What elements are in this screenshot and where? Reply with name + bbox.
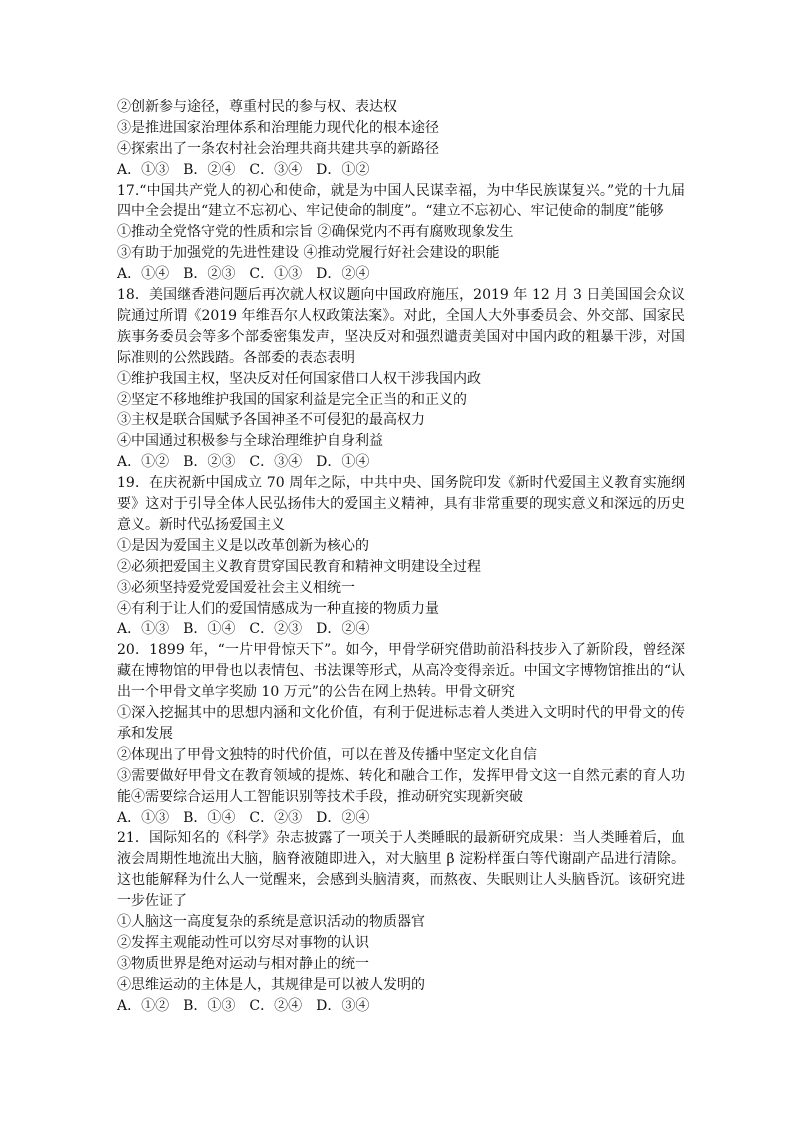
q19-option-1: ①是因为爱国主义是以改革创新为核心的 xyxy=(117,537,369,554)
q17-options-3-4: ③有助于加强党的先进性建设 ④推动党履行好社会建设的职能 xyxy=(117,245,500,262)
q18-answer-choices: A．①② B．②③ C．③④ D．①④ xyxy=(117,454,370,471)
q19-option-3: ③必须坚持爱党爱国爱社会主义相统一 xyxy=(117,579,355,596)
q17-options-1-2: ①推动全党恪守党的性质和宗旨 ②确保党内不再有腐败现象发生 xyxy=(117,224,514,241)
q18-stem: 18．美国继香港问题后再次就人权议题向中国政府施压，2019 年 12 月 3 日美国国会众议院通过所谓《2019 年维吾尔人权政策法案》。对此，全国人大外事委员会、外交部、国家民族事务委员会等多个部委密集发声，坚决反对和强烈谴责美国对中国内政的粗暴干涉，对国际准则的公然践踏。各部委的表态表明 xyxy=(117,287,685,366)
q18-option-3: ③主权是联合国赋予各国神圣不可侵犯的最高权力 xyxy=(117,412,425,429)
q17-answer-choices: A．①④ B．②③ C．①③ D．②④ xyxy=(117,266,370,283)
q16-option-2: ②创新参与途径，尊重村民的参与权、表达权 xyxy=(117,99,397,115)
q20-option-2: ②体现出了甲骨文独特的时代价值，可以在普及传播中坚定文化自信 xyxy=(117,746,537,763)
q18-option-1: ①维护我国主权，坚决反对任何国家借口人权干涉我国内政 xyxy=(117,370,481,387)
page-content xyxy=(117,97,685,1017)
q19-answer-choices: A．①③ B．①④ C．②③ D．②④ xyxy=(117,621,370,638)
q20-answer-choices: A．①③ B．①④ C．②③ D．②④ xyxy=(117,809,370,826)
q19-stem: 19．在庆祝新中国成立 70 周年之际，中共中央、国务院印发《新时代爱国主义教育实施纲要》这对于引导全体人民弘扬伟大的爱国主义精神，具有非常重要的现实意义和深远的历史意义。新时代弘扬爱国主义 xyxy=(117,475,685,533)
q19-option-2: ②必须把爱国主义教育贯穿国民教育和精神文明建设全过程 xyxy=(117,558,481,575)
q16-answer-choices: A．①③ B．②④ C．③④ D．①② xyxy=(117,161,370,178)
q17-stem: 17.“中国共产党人的初心和使命，就是为中国人民谋幸福，为中华民族谋复兴。”党的十九届四中全会提出“建立不忘初心、牢记使命的制度”。“建立不忘初心、牢记使命的制度”能够 xyxy=(117,182,685,220)
q21-option-2: ②发挥主观能动性可以穷尽对事物的认识 xyxy=(117,934,369,951)
q18-option-2: ②坚定不移地维护我国的国家利益是完全正当的和正义的 xyxy=(117,391,467,408)
q21-option-4: ④思维运动的主体是人，其规律是可以被人发明的 xyxy=(117,976,425,993)
q21-option-3: ③物质世界是绝对运动与相对静止的统一 xyxy=(117,955,369,972)
q21-stem: 21．国际知名的《科学》杂志披露了一项关于人类睡眠的最新研究成果：当人类睡着后，血液会周期性地流出大脑，脑脊液随即进入，对大脑里 β 淀粉样蛋白等代谢副产品进行清除。这也能解释为什么人一觉醒来，会感到头脑清爽，而熬夜、失眠则让人头脑昏沉。该研究进一步佐证了 xyxy=(117,830,685,910)
q21-option-1: ①人脑这一高度复杂的系统是意识活动的物质器官 xyxy=(117,914,425,931)
q16-option-3: ③是推进国家治理体系和治理能力现代化的根本途径 xyxy=(117,119,439,136)
q16-option-4: ④探索出了一条农村社会治理共商共建共享的新路径 xyxy=(117,140,439,157)
q19-option-4: ④有利于让人们的爱国情感成为一种直接的物质力量 xyxy=(117,600,439,617)
q20-option-1: ①深入挖掘其中的思想内涵和文化价值，有利于促进标志着人类进入文明时代的甲骨文的传承和发展 xyxy=(117,705,685,742)
q18-option-4: ④中国通过积极参与全球治理维护自身利益 xyxy=(117,433,383,450)
q20-options-3-4: ③需要做好甲骨文在教育领域的提炼、转化和融合工作，发挥甲骨文这一自然元素的育人功能④需要综合运用人工智能识别等技术手段，推动研究实现新突破 xyxy=(117,767,685,805)
q21-answer-choices: A．①② B．①③ C．②④ D．③④ xyxy=(117,997,370,1014)
q20-stem: 20．1899 年，“一片甲骨惊天下”。如今，甲骨学研究借助前沿科技步入了新阶段，曾经深藏在博物馆的甲骨也以表情包、书法课等形式，从高冷变得亲近。中国文字博物馆推出的“认出一个甲骨文单字奖励 10 万元”的公告在网上热转。甲骨文研究 xyxy=(117,642,685,701)
